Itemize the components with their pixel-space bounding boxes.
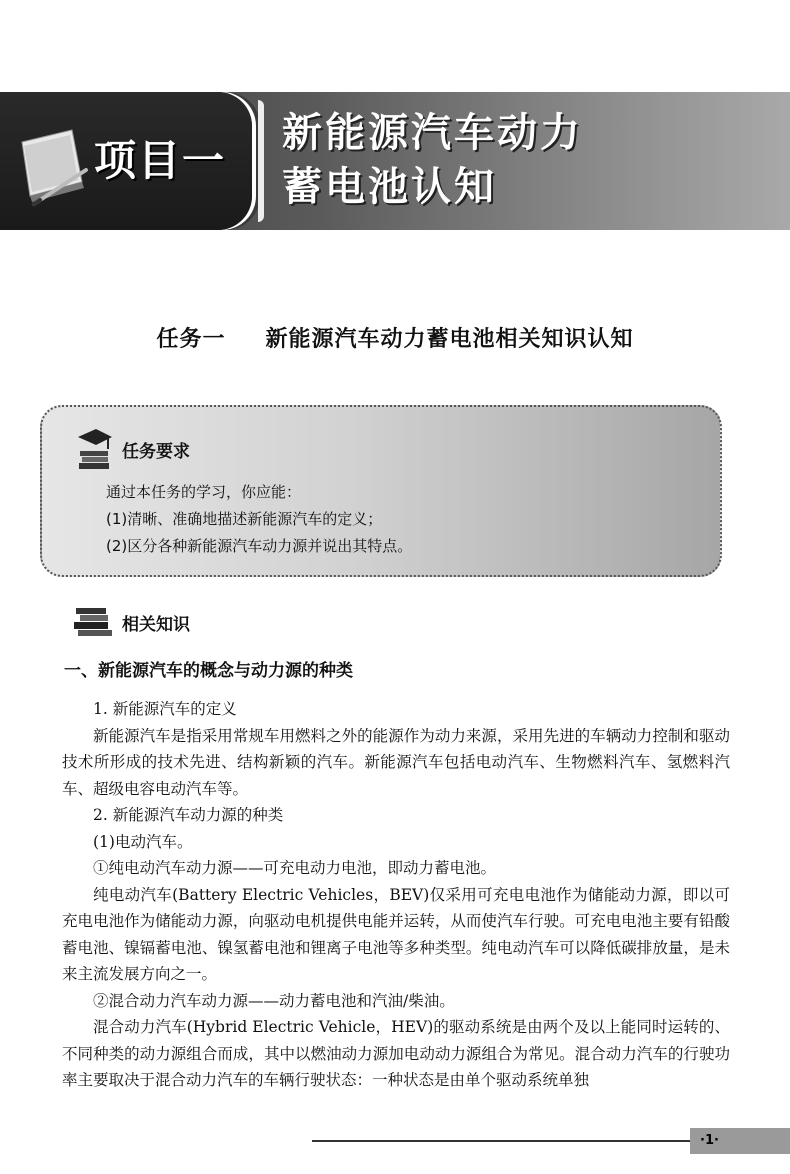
footer-rule	[312, 1140, 692, 1142]
page-number: ·1·	[690, 1128, 790, 1154]
graduation-cap-books-icon	[74, 425, 114, 473]
paragraph-hev: 混合动力汽车(Hybrid Electric Vehicle，HEV)的驱动系统是由两个及以上能同时运转的、不同种类的动力源组合而成，其中以燃油动力源加电动动力源组合为常见。混合动力汽车的行驶功率主要取决于混合动力汽车的车辆行驶状态：一种状态是由单个驱动系统单独	[62, 1018, 730, 1089]
paragraph-bev: 纯电动汽车(Battery Electric Vehicles，BEV)仅采用可充电电池作为储能动力源，即以可充电电池作为储能动力源，向驱动电机提供电能并运转，从而使汽车行驶。可充电电池主要有铅酸蓄电池、镍镉蓄电池、镍氢蓄电池和锂离子电池等多种类型。纯电动汽车可以降低碳排放量，是未来主流发展方向之一。	[62, 885, 730, 983]
banner-left-panel	[0, 92, 252, 230]
chapter-title-line1: 新能源汽车动力	[282, 110, 583, 156]
chapter-title-line2: 蓄电池认知	[282, 164, 497, 210]
paragraph-definition: 新能源汽车是指采用常规车用燃料之外的能源作为动力来源，采用先进的车辆动力控制和驱动技术所形成的技术先进、结构新颖的汽车。新能源汽车包括电动汽车、生物燃料汽车、氢燃料汽车、超级电容电动汽车等。	[62, 726, 730, 798]
project-label: 项目一	[94, 136, 227, 185]
subheading-power-sources: 2. 新能源汽车动力源的种类	[93, 806, 284, 824]
requirements-list	[106, 479, 412, 560]
task-name: 新能源汽车动力蓄电池相关知识认知	[265, 327, 634, 352]
item-hev-source: ②混合动力汽车动力源——动力蓄电池和汽油/柴油。	[93, 991, 455, 1010]
requirements-intro: 通过本任务的学习，你应能：	[106, 483, 302, 501]
book-pen-icon	[16, 112, 90, 212]
chapter-banner	[0, 92, 790, 230]
requirement-item: (2)区分各种新能源汽车动力源并说出其特点。	[106, 537, 413, 555]
section-heading: 一、新能源汽车的概念与动力源的种类	[64, 661, 353, 681]
subheading-electric-vehicle: (1)电动汽车。	[93, 832, 193, 851]
task-title	[0, 322, 790, 353]
requirement-item: (1)清晰、准确地描述新能源汽车的定义；	[106, 510, 383, 528]
subheading-definition: 1. 新能源汽车的定义	[93, 700, 237, 718]
requirements-box	[40, 405, 722, 577]
related-knowledge-heading: 相关知识	[122, 615, 190, 635]
chapter-title	[282, 106, 782, 214]
requirements-heading: 任务要求	[122, 442, 190, 462]
body-text	[62, 696, 730, 1094]
task-label: 任务一	[156, 327, 226, 352]
banner-separator	[258, 100, 264, 222]
item-bev-source: ①纯电动汽车动力源——可充电动力电池，即动力蓄电池。	[93, 859, 497, 877]
books-stack-icon	[72, 604, 116, 640]
